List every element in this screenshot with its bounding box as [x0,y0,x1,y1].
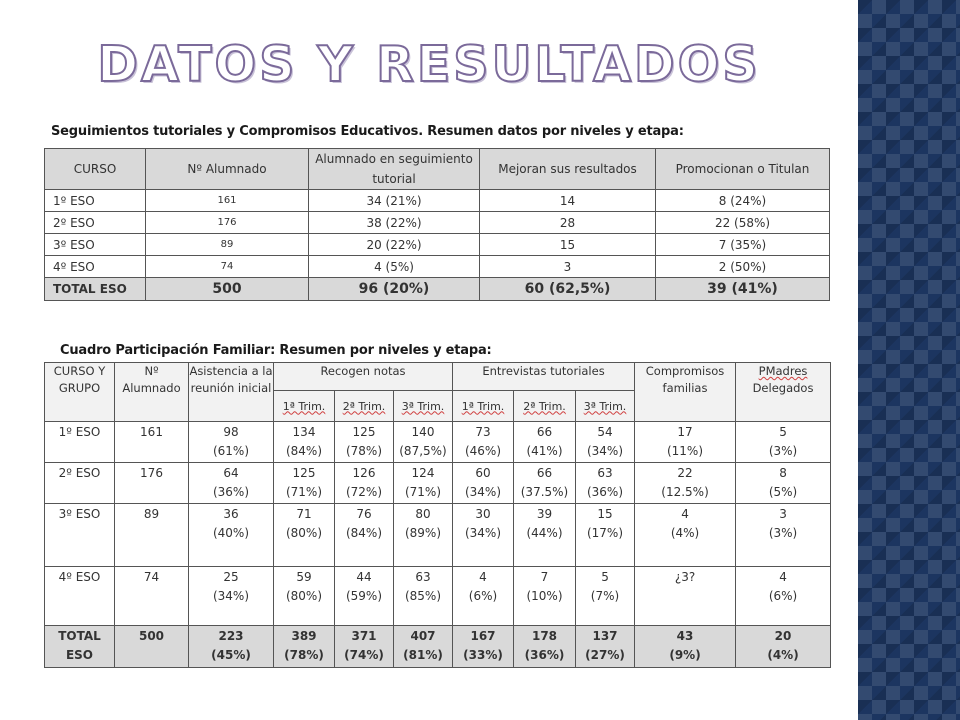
header-alumnado: Nº Alumnado [115,363,189,422]
table-cell [274,422,335,463]
cell-count: 5 [601,570,609,584]
header-curso: CURSO Y GRUPO [45,363,115,422]
table2-header-row [45,363,831,391]
total-label [45,626,115,668]
cell-percent: (61%) [212,444,250,458]
trim-label: 1ª Trim. [282,399,326,413]
table-cell [335,504,394,567]
course-label: 2º ESO [45,212,146,234]
cell-count: 63 [415,570,431,584]
table1-header-row [45,149,830,190]
course-label: 1º ESO [45,422,115,463]
cell-count: 66 [536,425,553,439]
trim-label: 1ª Trim. [461,399,505,413]
table-cell [514,463,576,504]
trim-label: 2ª Trim. [342,399,386,413]
course-label: 1º ESO [45,190,146,212]
header-asistencia: Asistencia a la reunión inicial [189,363,274,422]
cell-count: 63 [597,466,613,480]
cell-count: 43 [676,629,694,643]
table-cell [514,567,576,626]
table-row [45,504,831,567]
cell-percent: (41%) [526,444,563,458]
table-cell [453,463,514,504]
total-label-line: ESO [65,648,94,662]
cell-percent: (6%) [468,589,498,603]
table-cell [635,463,736,504]
table-cell [635,567,736,626]
student-count: 89 [115,504,189,567]
cell-count: 15 [597,507,613,521]
cell-percent: (7%) [590,589,620,603]
cell-percent: (44%) [526,526,563,540]
family-participation-table [44,362,831,668]
cell-count: 8 [779,466,787,480]
trim-label: 2ª Trim. [523,399,566,413]
student-count: 500 [115,626,189,668]
cell-percent: (33%) [463,648,503,662]
table-cell [736,504,831,567]
total-label-line: TOTAL [58,629,101,643]
cell-count: 125 [352,425,376,439]
table1-header-cell: Mejoran sus resultados [480,149,656,190]
cell-percent: (74%) [344,648,384,662]
table1-header-cell: CURSO [45,149,146,190]
table-cell: 14 [480,190,656,212]
table-cell: 161 [146,190,309,212]
table-cell [453,567,514,626]
table-cell [576,504,635,567]
table-cell: 22 (58%) [656,212,830,234]
cell-percent: (89%) [404,526,442,540]
table-cell: 74 [146,256,309,278]
table-cell [189,463,274,504]
table-row [45,234,830,256]
cell-count: 71 [296,507,312,521]
cell-percent: (78%) [345,444,383,458]
cell-percent: (36%) [212,485,250,499]
table-cell: 28 [480,212,656,234]
header-entrevistas: Entrevistas tutoriales [453,363,635,391]
student-count: 74 [115,567,189,626]
course-label: 2º ESO [45,463,115,504]
table-cell: 89 [146,234,309,256]
header-delegados [736,363,831,422]
course-label: 4º ESO [45,256,146,278]
cell-count: 73 [475,425,491,439]
table-cell: 8 (24%) [656,190,830,212]
header-delegados-line1: PMadres [758,364,808,378]
cell-percent: (78%) [284,648,324,662]
cell-count: 124 [411,466,435,480]
cell-count: 80 [415,507,431,521]
cell-percent: (4%) [767,648,799,662]
table-cell [736,463,831,504]
cell-count: 39 [536,507,553,521]
cell-count: 98 [223,425,239,439]
header-delegados-line2: Delegados [752,381,814,395]
cell-percent: (87,5%) [399,444,447,458]
cell-percent: (85%) [404,589,442,603]
cell-count: 76 [356,507,372,521]
table-cell [274,567,335,626]
table-cell [514,504,576,567]
decorative-side-band [858,0,960,720]
cell-count: 4 [681,507,689,521]
cell-percent: (3%) [768,526,798,540]
cell-count: ¿3? [674,570,696,584]
cell-percent: (84%) [285,444,323,458]
table2-total-row [45,626,831,668]
cell-count: 20 [774,629,792,643]
table-cell: 34 (21%) [309,190,480,212]
table-cell [335,422,394,463]
header-recogen-notas: Recogen notas [274,363,453,391]
cell-percent: (46%) [464,444,502,458]
cell-count: 137 [592,629,618,643]
table-cell [635,422,736,463]
slide-title: DATOS Y RESULTADOS [97,36,761,93]
table-cell [394,463,453,504]
cell-percent: (80%) [285,589,323,603]
total-label: TOTAL ESO [45,278,146,301]
cell-count: 371 [351,629,377,643]
table-cell [394,504,453,567]
table-row [45,212,830,234]
cell-count: 66 [536,466,553,480]
cell-percent: (34%) [212,589,250,603]
table-cell [736,626,831,668]
cell-percent: (9%) [669,648,701,662]
cell-count: 4 [779,570,787,584]
cell-percent: (34%) [464,485,502,499]
table-cell [335,626,394,668]
cell-count: 134 [292,425,316,439]
cell-count: 178 [531,629,558,643]
cell-percent: (6%) [768,589,798,603]
trim-label: 3ª Trim. [401,399,445,413]
cell-percent: (10%) [526,589,563,603]
header-trim [453,391,514,422]
header-compromisos: Compromisos familias [635,363,736,422]
cell-count: 59 [296,570,312,584]
table2-caption: Cuadro Participación Familiar: Resumen por niveles y etapa: [60,343,492,358]
table-cell: 96 (20%) [309,278,480,301]
cell-count: 54 [597,425,613,439]
table-cell [189,626,274,668]
course-label: 4º ESO [45,567,115,626]
table-cell [189,567,274,626]
table-cell [335,567,394,626]
course-label: 3º ESO [45,234,146,256]
cell-percent: (84%) [345,526,383,540]
table-cell: 20 (22%) [309,234,480,256]
cell-count: 25 [223,570,239,584]
cell-percent: (3%) [768,444,798,458]
table-cell: 15 [480,234,656,256]
header-trim [274,391,335,422]
cell-count: 167 [470,629,496,643]
table-cell [635,504,736,567]
trim-label: 3ª Trim. [583,399,627,413]
cell-count: 407 [410,629,436,643]
table-row [45,422,831,463]
cell-percent: (40%) [212,526,250,540]
student-count: 176 [115,463,189,504]
cell-percent: (12.5%) [661,485,709,499]
cell-count: 125 [292,466,316,480]
table-cell [394,567,453,626]
table-cell [274,504,335,567]
table-row [45,190,830,212]
table-cell: 39 (41%) [656,278,830,301]
table-cell [274,463,335,504]
cell-percent: (34%) [464,526,502,540]
table-row [45,256,830,278]
cell-count: 60 [475,466,491,480]
table-cell [514,626,576,668]
table-cell [576,626,635,668]
table-cell [453,422,514,463]
cell-count: 389 [291,629,317,643]
cell-percent: (36%) [586,485,624,499]
table1-header-cell: Alumnado en seguimiento tutorial [309,149,480,190]
table-cell [576,422,635,463]
cell-percent: (27%) [585,648,625,662]
cell-count: 44 [356,570,372,584]
table-cell: 500 [146,278,309,301]
cell-percent: (5%) [768,485,798,499]
table-cell [394,422,453,463]
cell-percent: (17%) [586,526,624,540]
table-cell [274,626,335,668]
table-cell [189,422,274,463]
table-cell [189,504,274,567]
table-cell [335,463,394,504]
cell-percent: (72%) [345,485,383,499]
cell-count: 22 [677,466,693,480]
course-label: 3º ESO [45,504,115,567]
table1-total-row [45,278,830,301]
header-trim [576,391,635,422]
table-cell [453,504,514,567]
header-trim [335,391,394,422]
header-trim [514,391,576,422]
table-cell [635,626,736,668]
cell-percent: (11%) [666,444,704,458]
cell-percent: (59%) [345,589,383,603]
table-cell [576,463,635,504]
table-row [45,567,831,626]
cell-count: 64 [223,466,239,480]
cell-count: 7 [540,570,549,584]
table-cell: 7 (35%) [656,234,830,256]
cell-percent: (4%) [670,526,700,540]
table-cell [736,422,831,463]
cell-percent: (45%) [211,648,251,662]
cell-count: 3 [779,507,787,521]
cell-percent: (81%) [403,648,443,662]
cell-percent: (37.5%) [520,485,569,499]
header-trim [394,391,453,422]
cell-percent: (71%) [285,485,323,499]
table-row [45,463,831,504]
cell-count: 5 [779,425,787,439]
cell-count: 223 [218,629,244,643]
table-cell [394,626,453,668]
table1-header-cell: Promocionan o Titulan [656,149,830,190]
table1-header-cell: Nº Alumnado [146,149,309,190]
table-cell: 3 [480,256,656,278]
cell-count: 4 [479,570,487,584]
table-cell [514,422,576,463]
cell-count: 126 [352,466,376,480]
table-cell [736,567,831,626]
cell-count: 30 [475,507,491,521]
table1-caption: Seguimientos tutoriales y Compromisos Educativos. Resumen datos por niveles y etapa: [51,124,684,139]
table-cell [453,626,514,668]
cell-count: 140 [411,425,435,439]
cell-count: 17 [677,425,693,439]
cell-count: 36 [223,507,239,521]
table-cell: 38 (22%) [309,212,480,234]
cell-percent: (80%) [285,526,323,540]
table-cell: 2 (50%) [656,256,830,278]
table-cell: 60 (62,5%) [480,278,656,301]
tutorial-followup-table [44,148,830,301]
cell-percent: (71%) [404,485,442,499]
cell-percent: (36%) [524,648,565,662]
cell-percent: (34%) [586,444,624,458]
table-cell: 176 [146,212,309,234]
student-count: 161 [115,422,189,463]
table-cell [576,567,635,626]
table-cell: 4 (5%) [309,256,480,278]
